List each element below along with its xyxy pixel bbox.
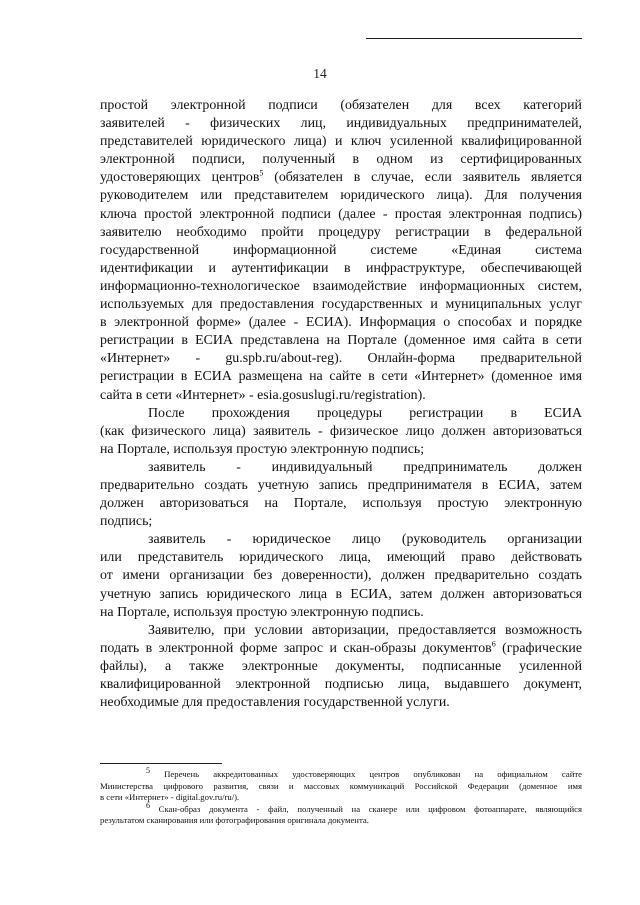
footnote-ref-6: 6 bbox=[491, 639, 496, 649]
text-segment: подать в электронной форме запрос и скан-образы документов bbox=[100, 640, 492, 656]
text-line: или представитель юридического лица, имеющий право действовать bbox=[100, 550, 582, 566]
text-line: заявителей - физических лиц, индивидуальных предпринимателей, bbox=[100, 116, 582, 132]
text-line: учетную запись юридического лица в ЕСИА, затем должен авторизоваться bbox=[100, 586, 582, 602]
footnote-separator bbox=[100, 763, 222, 764]
text-segment: (обязателен в случае, если заявитель является bbox=[274, 170, 582, 186]
page-number: 14 bbox=[313, 66, 327, 81]
paragraph-5 bbox=[100, 622, 582, 712]
footnote-text: Перечень аккредитованных удостоверяющих центров опубликован на официальном сайте bbox=[164, 769, 583, 779]
text-line: «Интернет» - gu.spb.ru/about-reg). Онлайн-форма предварительной bbox=[100, 351, 582, 367]
text-line: сайта в сети «Интернет» - esia.gosuslugi.ru/registration). bbox=[100, 387, 426, 403]
text-line: идентификации и аутентификации в инфраструктуре, обеспечивающей bbox=[100, 260, 582, 276]
text-line: на Портале, используя простую электронную подпись; bbox=[100, 441, 425, 457]
text-line: регистрации в ЕСИА размещена на сайте в сети «Интернет» (доменное имя bbox=[100, 369, 582, 385]
footnote-mark: 6 bbox=[146, 800, 150, 810]
text-line: на Портале, используя простую электронную подпись. bbox=[100, 604, 424, 620]
text-line: подпись; bbox=[100, 514, 153, 530]
text-line: Заявителю, при условии авторизации, предоставляется возможность bbox=[148, 622, 582, 638]
text-line: в электронной форме» (далее - ЕСИА). Информация о способах и порядке bbox=[100, 315, 582, 331]
footnote-line: Министерства цифрового развития, связи и массовых коммуникаций Российской Федерации (доменное имя bbox=[100, 780, 582, 791]
text-line: должен авторизоваться на Портале, используя простую электронную bbox=[100, 496, 582, 512]
text-segment: удостоверяющих центров bbox=[100, 170, 260, 186]
text-line: электронной подписи, полученный в одном из сертифицированных bbox=[100, 152, 582, 168]
footnote-line: в сети «Интернет» - digital.gov.ru/ru/). bbox=[100, 792, 240, 803]
text-line: предварительно создать учетную запись предпринимателя в ЕСИА, затем bbox=[100, 477, 582, 493]
text-line: необходимые для предоставления государственной услуги. bbox=[100, 695, 450, 711]
text-line-with-footnote bbox=[100, 169, 582, 187]
text-segment: (графические bbox=[502, 640, 582, 656]
footnote-mark: 5 bbox=[146, 766, 150, 776]
paragraph-2 bbox=[100, 405, 582, 459]
text-line: файлы), а также электронные документы, подписанные усиленной bbox=[100, 658, 582, 674]
text-line: государственной информационной системе «Единая система bbox=[100, 242, 582, 258]
document-body bbox=[100, 97, 582, 712]
text-line: информационно-технологическое взаимодействие информационных систем, bbox=[100, 278, 582, 294]
text-line: заявитель - юридическое лицо (руководитель организации bbox=[148, 532, 582, 548]
text-line: После прохождения процедуры регистрации в ЕСИА bbox=[148, 405, 582, 421]
top-rule bbox=[366, 38, 582, 39]
paragraph-1 bbox=[100, 97, 582, 405]
footnote-line bbox=[100, 800, 582, 816]
text-line-with-footnote bbox=[100, 640, 582, 658]
text-line: используемых для предоставления государственных и муниципальных услуг bbox=[100, 297, 582, 313]
footnote-ref-5: 5 bbox=[259, 168, 264, 178]
footnote-5 bbox=[100, 766, 583, 804]
text-line: квалифицированной электронной подписью лица, выдавшего документ, bbox=[100, 677, 582, 692]
text-line: от имени организации без доверенности), должен предварительно создать bbox=[100, 568, 582, 584]
text-line: простой электронной подписи (обязателен для всех категорий bbox=[100, 98, 582, 113]
text-line: регистрации в ЕСИА представлена на Портале (доменное имя сайта в сети bbox=[100, 333, 582, 349]
footnote-text: Скан-образ документа - файл, полученный на сканере или цифровом фотоаппарате, являющийся bbox=[158, 803, 582, 814]
footnote-line bbox=[100, 766, 583, 781]
text-line: (как физического лица) заявитель - физическое лицо должен авторизоваться bbox=[100, 423, 582, 439]
footnotes bbox=[100, 766, 583, 827]
text-line: заявитель - индивидуальный предприниматель должен bbox=[148, 459, 582, 475]
text-line: представителей юридического лица) и ключ усиленной квалифицированной bbox=[100, 134, 582, 150]
footnote-line: результатом сканирования или фотографирования оригинала документа. bbox=[100, 815, 369, 826]
text-line: заявителю необходимо пройти процедуру регистрации в федеральной bbox=[100, 224, 582, 240]
paragraph-3 bbox=[100, 459, 582, 531]
text-line: руководителем или представителем юридического лица). Для получения bbox=[100, 188, 582, 204]
paragraph-4 bbox=[100, 531, 582, 621]
footnote-6 bbox=[100, 800, 582, 827]
text-line: ключа простой электронной подписи (далее - простая электронная подпись) bbox=[100, 206, 582, 222]
